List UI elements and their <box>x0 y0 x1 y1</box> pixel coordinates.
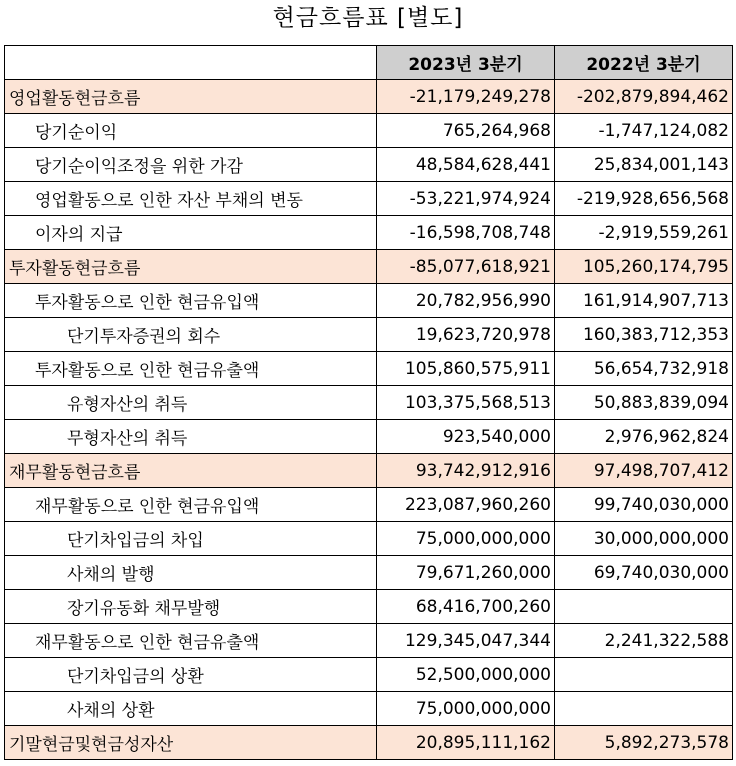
value-2022q3 <box>555 658 733 692</box>
value-2023q3: 223,087,960,260 <box>377 488 555 522</box>
table-row <box>5 522 733 556</box>
value-2023q3: 765,264,968 <box>377 114 555 148</box>
value-2022q3 <box>555 590 733 624</box>
value-2023q3: -53,221,974,924 <box>377 182 555 216</box>
value-2022q3: 99,740,030,000 <box>555 488 733 522</box>
value-2023q3: -21,179,249,278 <box>377 80 555 114</box>
value-2022q3: -219,928,656,568 <box>555 182 733 216</box>
table-row <box>5 658 733 692</box>
value-2023q3: -85,077,618,921 <box>377 250 555 284</box>
value-2022q3: 56,654,732,918 <box>555 352 733 386</box>
value-2022q3: 25,834,001,143 <box>555 148 733 182</box>
value-2023q3: 129,345,047,344 <box>377 624 555 658</box>
row-label: 당기순이익 <box>5 114 377 148</box>
value-2022q3: 160,383,712,353 <box>555 318 733 352</box>
value-2022q3: 2,976,962,824 <box>555 420 733 454</box>
value-2022q3: 5,892,273,578 <box>555 726 733 760</box>
value-2022q3: -1,747,124,082 <box>555 114 733 148</box>
table-row <box>5 216 733 250</box>
row-label: 기말현금및현금성자산 <box>5 726 377 760</box>
row-label: 사채의 발행 <box>5 556 377 590</box>
header-blank <box>5 46 377 80</box>
row-label: 투자활동현금흐름 <box>5 250 377 284</box>
table-row <box>5 726 733 760</box>
header-2022q3: 2022년 3분기 <box>555 46 733 80</box>
value-2022q3: 161,914,907,713 <box>555 284 733 318</box>
value-2023q3: 75,000,000,000 <box>377 692 555 726</box>
table-row <box>5 386 733 420</box>
table-header-row <box>5 46 733 80</box>
table-row <box>5 284 733 318</box>
table-row <box>5 182 733 216</box>
row-label: 당기순이익조정을 위한 가감 <box>5 148 377 182</box>
table-row <box>5 420 733 454</box>
row-label: 재무활동으로 인한 현금유입액 <box>5 488 377 522</box>
value-2023q3: 19,623,720,978 <box>377 318 555 352</box>
table-row <box>5 692 733 726</box>
value-2022q3: 30,000,000,000 <box>555 522 733 556</box>
value-2023q3: 75,000,000,000 <box>377 522 555 556</box>
row-label: 장기유동화 채무발행 <box>5 590 377 624</box>
value-2023q3: 20,895,111,162 <box>377 726 555 760</box>
table-row <box>5 454 733 488</box>
table-row <box>5 148 733 182</box>
table-row <box>5 318 733 352</box>
value-2022q3: 2,241,322,588 <box>555 624 733 658</box>
row-label: 유형자산의 취득 <box>5 386 377 420</box>
value-2022q3: 50,883,839,094 <box>555 386 733 420</box>
value-2023q3: 52,500,000,000 <box>377 658 555 692</box>
value-2023q3: 105,860,575,911 <box>377 352 555 386</box>
value-2022q3: 69,740,030,000 <box>555 556 733 590</box>
table-row <box>5 556 733 590</box>
table-row <box>5 114 733 148</box>
table-row <box>5 624 733 658</box>
table-row <box>5 352 733 386</box>
row-label: 영업활동으로 인한 자산 부채의 변동 <box>5 182 377 216</box>
value-2023q3: 20,782,956,990 <box>377 284 555 318</box>
value-2023q3: 48,584,628,441 <box>377 148 555 182</box>
table-row <box>5 488 733 522</box>
row-label: 재무활동현금흐름 <box>5 454 377 488</box>
value-2023q3: 68,416,700,260 <box>377 590 555 624</box>
value-2022q3: -2,919,559,261 <box>555 216 733 250</box>
value-2022q3 <box>555 692 733 726</box>
value-2022q3: 105,260,174,795 <box>555 250 733 284</box>
row-label: 단기차입금의 상환 <box>5 658 377 692</box>
row-label: 재무활동으로 인한 현금유출액 <box>5 624 377 658</box>
row-label: 단기투자증권의 회수 <box>5 318 377 352</box>
row-label: 영업활동현금흐름 <box>5 80 377 114</box>
value-2022q3: -202,879,894,462 <box>555 80 733 114</box>
row-label: 투자활동으로 인한 현금유입액 <box>5 284 377 318</box>
table-row <box>5 250 733 284</box>
value-2023q3: 923,540,000 <box>377 420 555 454</box>
table-row <box>5 80 733 114</box>
value-2023q3: 103,375,568,513 <box>377 386 555 420</box>
page-title: 현금흐름표 [별도] <box>272 5 464 31</box>
value-2023q3: -16,598,708,748 <box>377 216 555 250</box>
table-row <box>5 590 733 624</box>
value-2023q3: 79,671,260,000 <box>377 556 555 590</box>
row-label: 단기차입금의 차입 <box>5 522 377 556</box>
row-label: 무형자산의 취득 <box>5 420 377 454</box>
row-label: 사채의 상환 <box>5 692 377 726</box>
value-2023q3: 93,742,912,916 <box>377 454 555 488</box>
row-label: 투자활동으로 인한 현금유출액 <box>5 352 377 386</box>
table-body <box>5 80 733 760</box>
cash-flow-table <box>4 45 733 760</box>
header-2023q3: 2023년 3분기 <box>377 46 555 80</box>
value-2022q3: 97,498,707,412 <box>555 454 733 488</box>
row-label: 이자의 지급 <box>5 216 377 250</box>
